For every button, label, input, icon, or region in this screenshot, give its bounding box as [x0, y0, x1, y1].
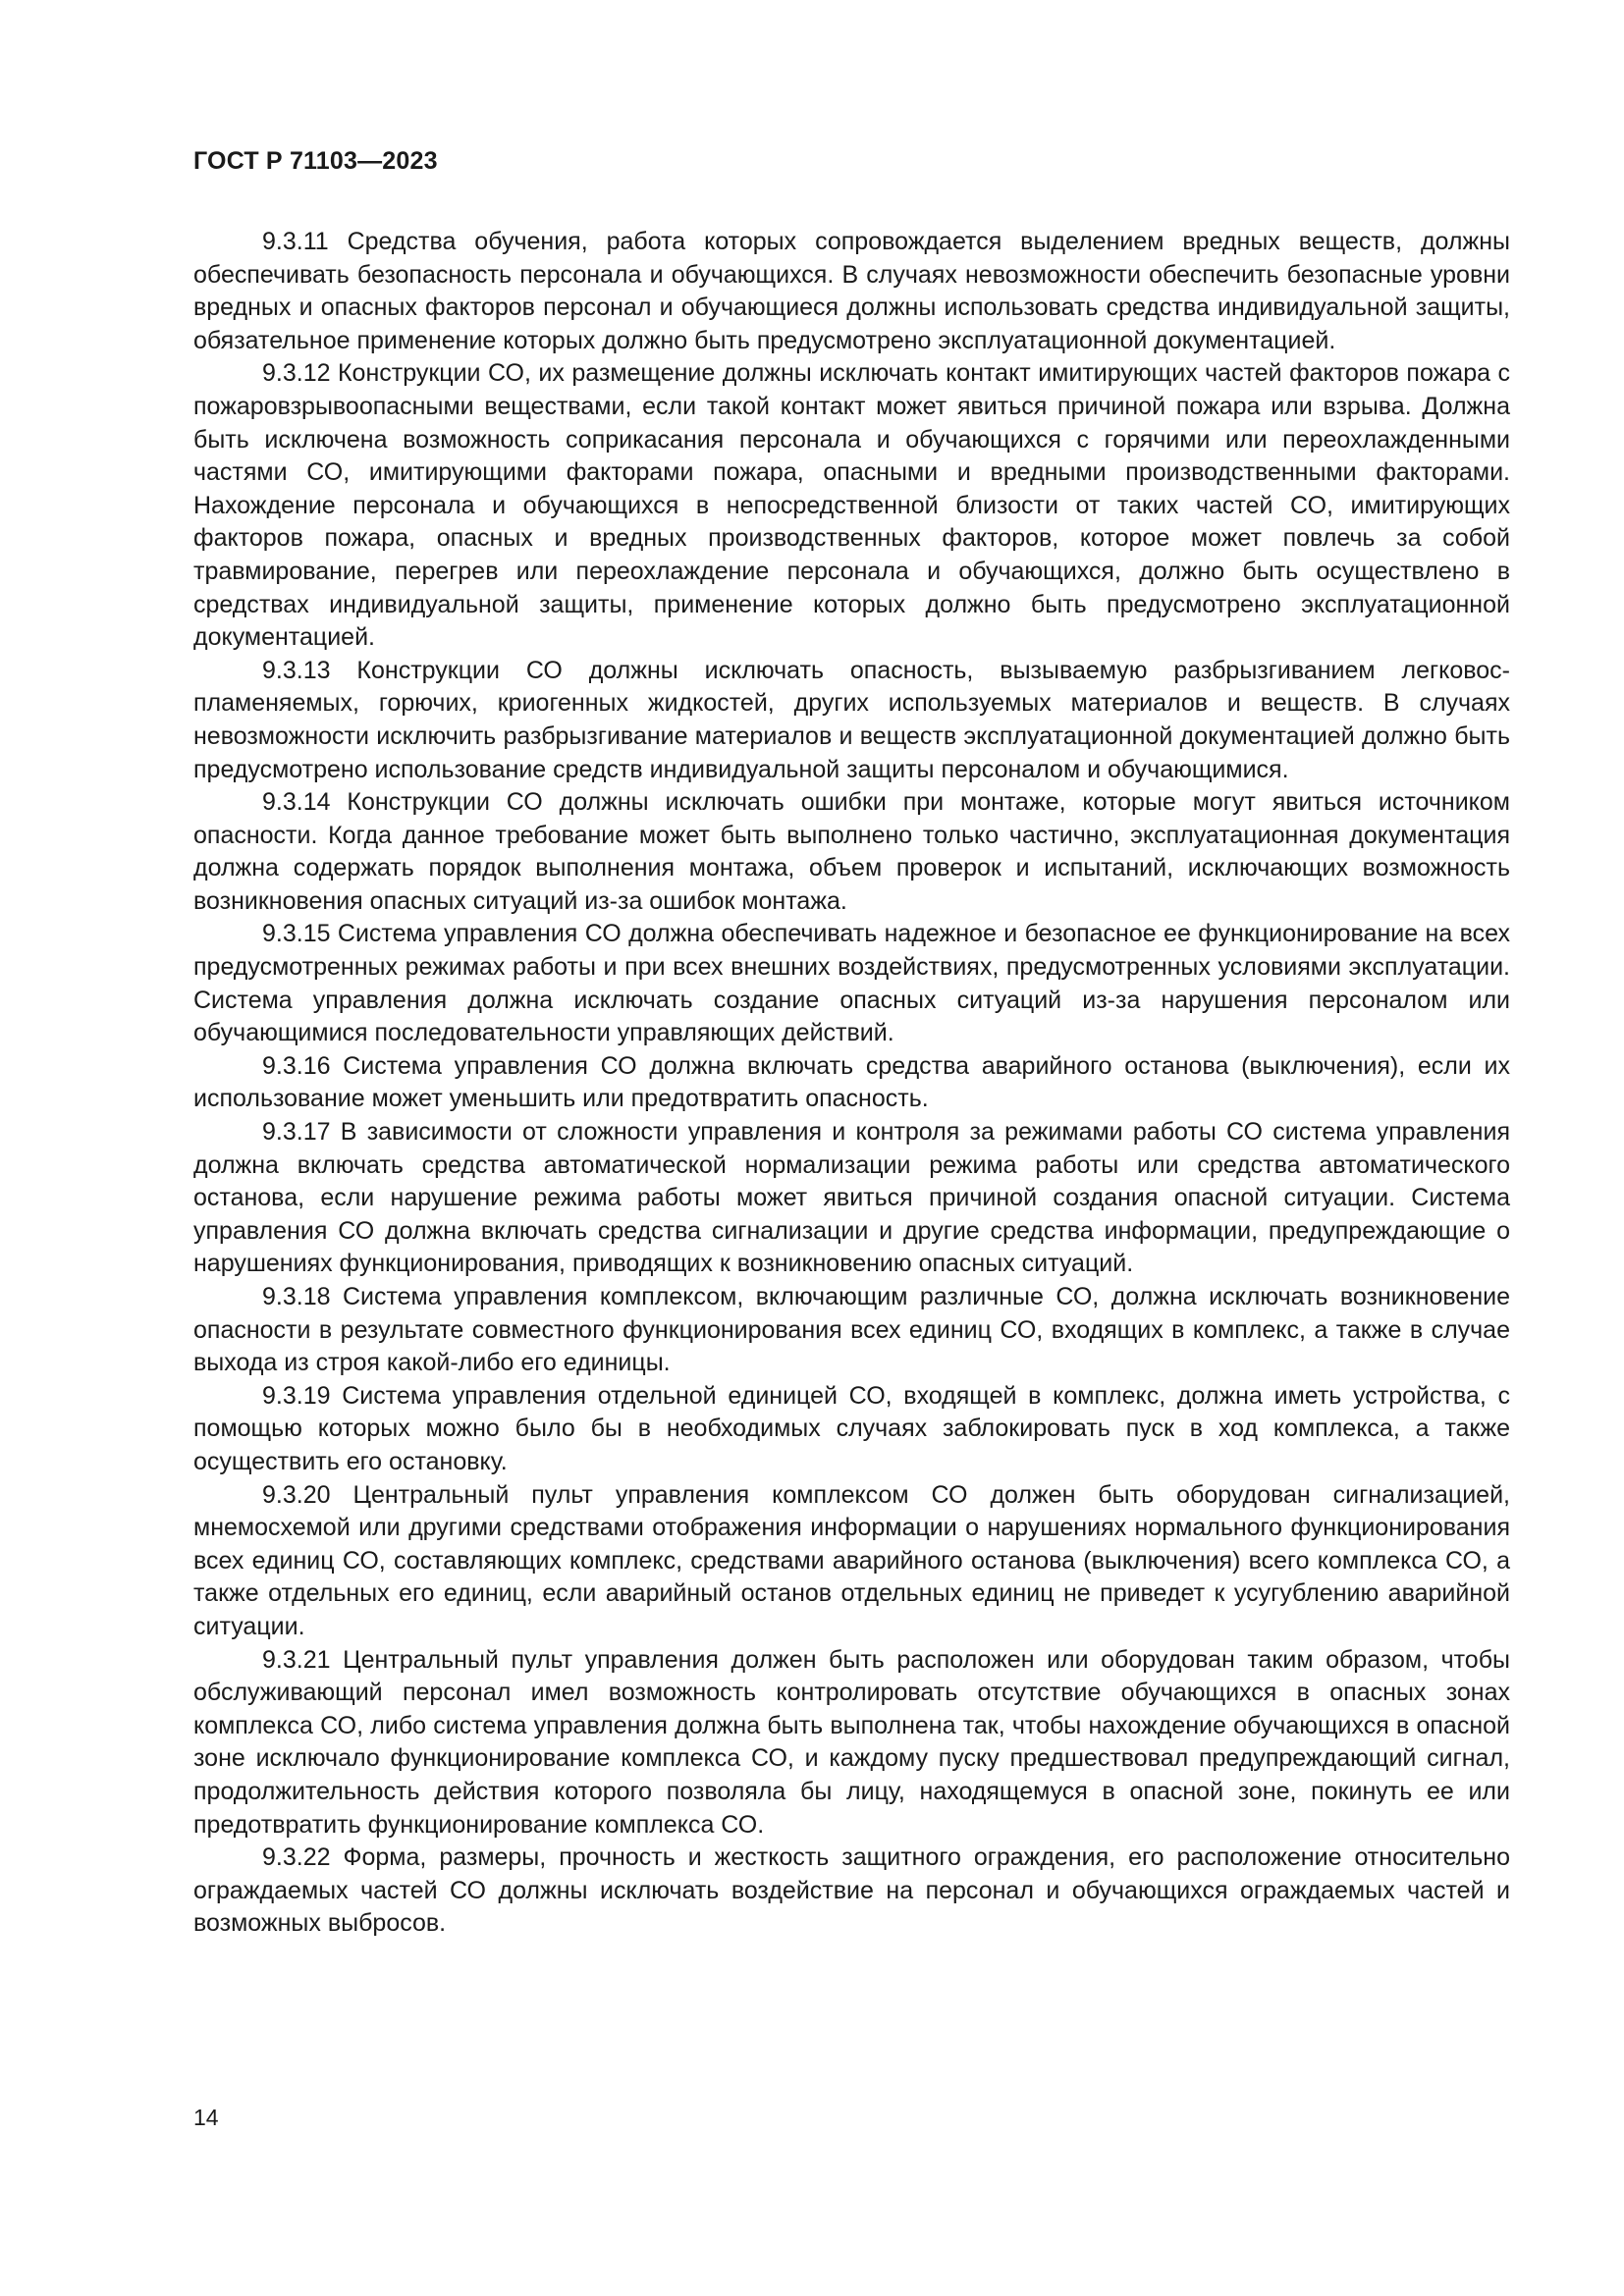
paragraph-9-3-22: 9.3.22 Форма, размеры, прочность и жесткость защитного ограждения, его расположение относительно ограждаемых частей СО должны исключать воздействие на персонал и обучающихся ограждаемых частей и возможных выбросов. — [193, 1843, 1510, 1938]
paragraph-9-3-21: 9.3.21 Центральный пульт управления должен быть расположен или оборудован таким образом, чтобы обслуживающий персонал имел возможность контролировать отсутствие обучающихся в опасных зонах комплекса СО, либо система управления должна быть выполнена так, чтобы нахождение обучающихся в опасной зоне исключало функционирование комплекса СО, и каждому пуску предшествовал предупреждающий сигнал, продолжительность действия которого позволяла бы лицу, находящемуся в опасной зоне, покинуть ее или предотвратить функционирование комплекса СО. — [193, 1645, 1510, 1839]
paragraph-9-3-11: 9.3.11 Средства обучения, работа которых сопровождается выделением вредных веществ, должны обеспечивать безопасность персонала и обучающихся. В случаях невозможности обеспечить безопасные уровни вредных и опасных факторов персонал и обучающиеся должны использовать средства индивидуальной защиты, обязательное применение которых должно быть предусмотрено эксплуатационной документацией. — [193, 228, 1510, 354]
document-header: ГОСТ Р 71103—2023 — [193, 147, 438, 175]
paragraph-9-3-19: 9.3.19 Система управления отдельной единицей СО, входящей в комплекс, должна иметь устройства, с помощью которых можно было бы в необходимых случаях заблокировать пуск в ход комплекса, а также осуществить его остановку. — [193, 1381, 1510, 1475]
paragraph-9-3-20: 9.3.20 Центральный пульт управления комплексом СО должен быть оборудован сигнализацией, мнемосхемой или другими средствами отображения информации о нарушениях нормального функционирования всех единиц СО, составляющих комплекс, средствами аварийного останова (выключения) всего комплекса СО, а также отдельных его единиц, если аварийный останов отдельных единиц не приведет к усугублению аварийной ситуации. — [193, 1480, 1510, 1640]
paragraph-9-3-16: 9.3.16 Система управления СО должна включать средства аварийного останова (выключения), если их использование может уменьшить или предотвратить опасность. — [193, 1051, 1510, 1113]
paragraph-9-3-13: 9.3.13 Конструкции СО должны исключать опасность, вызываемую разбрызгиванием легковоспламеняемых, горючих, криогенных жидкостей, других используемых материалов и веществ. В случаях невозможности исключить разбрызгивание материалов и веществ эксплуатационной документацией должно быть предусмотрено использование средств индивидуальной защиты персоналом и обучающимися. — [193, 656, 1510, 783]
document-body — [193, 226, 1510, 1941]
paragraph-9-3-14: 9.3.14 Конструкции СО должны исключать ошибки при монтаже, которые могут явиться источником опасности. Когда данное требование может быть выполнено только частично, эксплуатационная документация должна содержать порядок выполнения монтажа, объем проверок и испытаний, исключающих возможность возникновения опасных ситуаций из-за ошибок монтажа. — [193, 788, 1510, 915]
page-number: 14 — [193, 2105, 219, 2130]
paragraph-9-3-12: 9.3.12 Конструкции СО, их размещение должны исключать контакт имитирующих частей факторов пожара с пожаровзрывоопасными веществами, если такой контакт может явиться причиной пожара или взрыва. Должна быть исключена возможность соприкасания персонала и обучающихся с горячими или переохлажденными частями СО, имитирующими факторами пожара, опасными и вредными производственными факторами. Нахождение персонала и обучающихся в непосредственной близости от таких частей СО, имитирующих факторов пожара, опасных и вредных производственных факторов, которое может повлечь за собой травмирование, перегрев или переохлаждение персонала и обучающихся, должно быть осуществлено в средствах индивидуальной защиты, применение которых должно быть предусмотрено эксплуатационной документацией. — [193, 359, 1510, 652]
paragraph-9-3-15: 9.3.15 Система управления СО должна обеспечивать надежное и безопасное ее функционирование на всех предусмотренных режимах работы и при всех внешних воздействиях, предусмотренных условиями эксплуатации. Система управления должна исключать создание опасных ситуаций из-за нарушения персоналом или обучающимися последовательности управляющих действий. — [193, 920, 1510, 1047]
paragraph-9-3-18: 9.3.18 Система управления комплексом, включающим различные СО, должна исключать возникновение опасности в результате совместного функционирования всех единиц СО, входящих в комплекс, а также в случае выхода из строя какой-либо его единицы. — [193, 1283, 1510, 1377]
paragraph-9-3-17: 9.3.17 В зависимости от сложности управления и контроля за режимами работы СО система управления должна включать средства автоматической нормализации режима работы или средства автоматического останова, если нарушение режима работы может явиться причиной создания опасной ситуации. Система управления СО должна включать средства сигнализации и другие средства информации, предупреждающие о нарушениях функционирования, приводящих к возникновению опасных ситуаций. — [193, 1118, 1510, 1278]
